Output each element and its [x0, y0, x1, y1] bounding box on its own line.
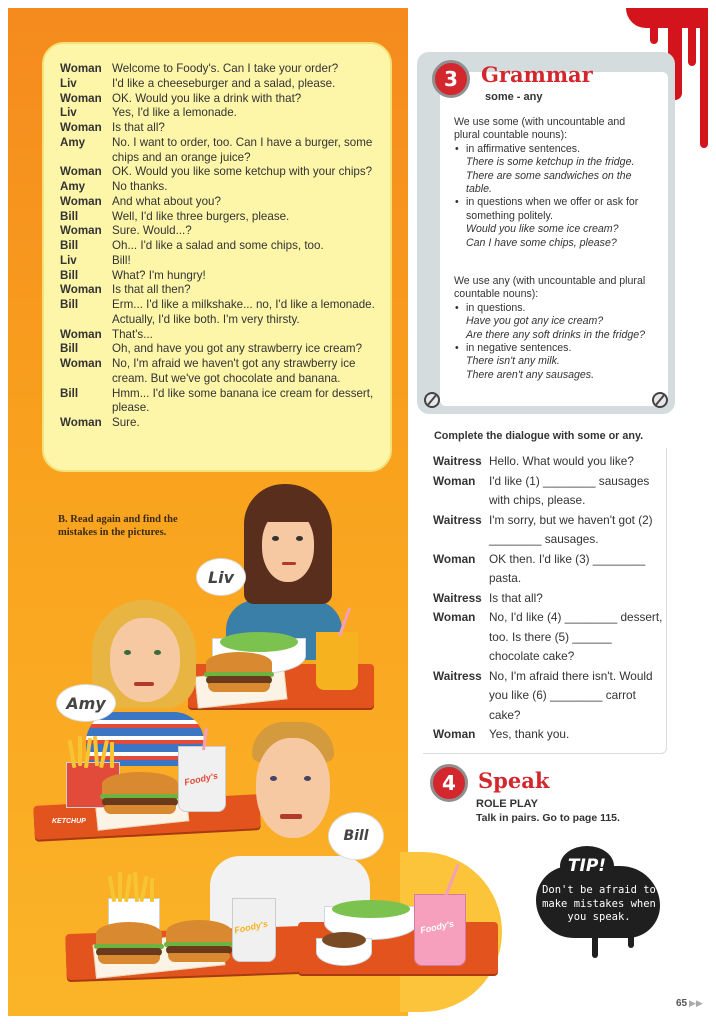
dialogue-speaker: Bill	[60, 268, 79, 282]
liv-fringe	[256, 492, 320, 522]
exercise-speaker: Waitress	[433, 454, 482, 468]
next-page-arrow-icon: ▶▶	[689, 998, 703, 1008]
bill-salad	[332, 900, 410, 918]
exercise-speaker: Waitress	[433, 668, 482, 683]
dialogue-speaker: Bill	[60, 209, 79, 223]
grammar-some-example-1: There is some ketchup in the fridge.	[466, 156, 635, 169]
bill-ice-cream	[322, 932, 366, 948]
dialogue-line	[60, 224, 385, 239]
grammar-any-intro: We use any (with uncountable and plural countable nouns):	[454, 275, 646, 301]
dialogue-line	[60, 195, 385, 210]
exercise-speaker: Waitress	[433, 512, 482, 527]
amy-mouth	[134, 682, 154, 686]
complete-dialogue-title: Complete the dialogue with some or any.	[434, 430, 644, 442]
liv-mouth	[282, 562, 296, 565]
bill-fry	[118, 872, 122, 902]
dialogue-text: OK. Would you like a drink with that?	[112, 91, 302, 105]
amy-head	[110, 618, 180, 702]
dialogue-line	[60, 416, 385, 431]
dialogue-text: No, I'm afraid we haven't got any strawberry ice cream. But we've got chocolate and banana.	[112, 357, 356, 385]
grammar-any-bullet-2: • in negative sentences.	[454, 342, 654, 355]
bill-burger-2-bun	[166, 920, 232, 944]
red-drip-4	[650, 20, 658, 44]
dialogue-text: Well, I'd like three burgers, please.	[112, 209, 290, 223]
dialogue-speaker: Bill	[60, 342, 79, 356]
dialogue-speaker: Amy	[60, 135, 86, 149]
dialogue-text: Yes, I'd like a lemonade.	[112, 106, 237, 120]
dialogue-line	[60, 298, 385, 328]
grammar-any-section	[454, 275, 654, 382]
exercise-line	[433, 550, 663, 589]
bill-burger-1-bottom	[98, 955, 160, 964]
exercise-text: I'm sorry, but we haven't got (2) ________ sausages.	[489, 512, 653, 546]
screw-icon	[424, 392, 440, 408]
amy-eye-left	[124, 650, 131, 655]
dialogue-text: No. I want to order, too. Can I have a burger, some chips and an orange juice?	[112, 135, 373, 164]
dialogue-speaker: Woman	[60, 224, 102, 238]
tip-heading: TIP!	[560, 846, 614, 886]
grammar-any-example-3: There isn't any milk.	[466, 355, 560, 368]
exercise-speaker: Woman	[433, 727, 476, 741]
bill-name-bubble: Bill	[328, 812, 384, 860]
red-drip-2	[688, 20, 696, 66]
dialogue-speaker: Woman	[60, 121, 102, 134]
amy-name-bubble: Amy	[56, 684, 116, 722]
exercise-text: Is that all?	[489, 590, 543, 605]
dialogue-line	[60, 328, 385, 343]
dialogue-line	[60, 239, 385, 254]
liv-name-bubble: Liv	[196, 558, 246, 596]
grammar-any-example-2: Are there any soft drinks in the fridge?	[466, 328, 646, 341]
dialogue-text: Is that all?	[112, 121, 165, 134]
dialogue-speaker: Woman	[60, 62, 102, 75]
exercise-line	[433, 589, 663, 609]
dialogue-line	[60, 357, 385, 387]
speak-instruction: Talk in pairs. Go to page 115.	[476, 812, 620, 824]
dialogue-line	[60, 254, 385, 269]
dialogue-text: Is that all then?	[112, 283, 191, 297]
dialogue-speaker: Woman	[60, 165, 102, 179]
exercise-text: No, I'd like (4) ________ dessert, too. Is there (5) ______ chocolate cake?	[489, 610, 663, 663]
exercise-text: Yes, thank you.	[489, 727, 570, 741]
dialogue-line	[60, 106, 385, 121]
speak-section-number: 4	[430, 764, 468, 802]
bill-burger-1-bun	[96, 922, 162, 946]
grammar-subtitle: some - any	[485, 91, 543, 103]
dialogue-speaker: Liv	[60, 253, 77, 267]
dialogue-text: Oh... I'd like a salad and some chips, too.	[112, 239, 324, 252]
dialogue-text: Oh, and have you got any strawberry ice cream?	[112, 342, 363, 356]
grammar-any-example-4: There aren't any sausages.	[466, 368, 595, 381]
dialogue-speaker: Amy	[60, 180, 86, 193]
grammar-some-example-2: There are some sandwiches on the table.	[466, 169, 632, 196]
exercise-line	[433, 725, 663, 745]
dialogue-speaker: Bill	[60, 386, 79, 400]
dialogue-speaker: Woman	[60, 194, 102, 208]
dialogue-speaker: Liv	[60, 76, 77, 90]
dialogue-line	[60, 136, 385, 166]
bill-fry	[150, 878, 154, 902]
dialogue-text: That's...	[112, 327, 153, 341]
dialogue-line	[60, 121, 385, 136]
bill-cup-1-label: Foody's	[233, 918, 269, 936]
dialogue-line	[60, 62, 385, 77]
bill-eye-right	[304, 776, 311, 781]
dialogue-line	[60, 387, 385, 417]
amy-fry	[78, 736, 82, 766]
grammar-some-bullet-1: • in affirmative sentences.	[454, 143, 654, 156]
liv-burger-bottom	[208, 683, 270, 692]
amy-burger-bottom	[104, 805, 176, 814]
grammar-section-number: 3	[432, 60, 470, 98]
liv-eye-right	[296, 536, 303, 541]
dialogue-speaker: Bill	[60, 239, 79, 252]
liv-eye-left	[272, 536, 279, 541]
dialogue-text: I'd like a cheeseburger and a salad, please.	[112, 76, 336, 90]
tip-text: Don't be afraid to make mistakes when you speak.	[542, 884, 656, 923]
amy-cup-label: Foody's	[183, 770, 219, 788]
grammar-some-section	[454, 116, 654, 250]
dialogue-line	[60, 210, 385, 225]
amy-eye-right	[154, 650, 161, 655]
exercise-line	[433, 667, 663, 726]
liv-salad	[220, 632, 298, 652]
dialogue-line	[60, 92, 385, 107]
dialogue-line	[60, 283, 385, 298]
dialogue-text: Erm... I'd like a milkshake... no, I'd like a lemonade. Actually, I'd like both. I'm very thirsty.	[112, 298, 375, 326]
dialogue-text: Bill!	[112, 253, 131, 267]
exercise-line	[433, 472, 663, 511]
exercise-speaker: Woman	[433, 473, 476, 488]
grammar-any-example-1: Have you got any ice cream?	[466, 315, 604, 328]
dialogue-line	[60, 165, 385, 180]
speak-role-play: ROLE PLAY	[476, 798, 538, 810]
grammar-some-example-4: Can I have some chips, please?	[466, 236, 617, 249]
dialogue-speaker: Woman	[60, 416, 102, 429]
amy-burger-bun	[102, 772, 178, 796]
ketchup-label: KETCHUP	[52, 818, 86, 825]
dialogue-line	[60, 269, 385, 284]
page-number: 65	[676, 998, 688, 1009]
dialogue-line	[60, 77, 385, 92]
dialogue-text: Sure.	[112, 416, 140, 429]
bill-mouth	[280, 814, 302, 819]
dialogue-text: And what about you?	[112, 194, 221, 208]
grammar-some-example-3: Would you like some ice cream?	[466, 223, 619, 236]
bill-milkshake-label: Foody's	[419, 918, 455, 936]
task-b-instruction: B. Read again and find the mistakes in the pictures.	[58, 514, 178, 538]
dialogue-text: Sure. Would...?	[112, 224, 192, 238]
exercise-line	[433, 511, 663, 550]
screw-icon	[652, 392, 668, 408]
bill-burger-2-bottom	[168, 953, 230, 962]
exercise-line	[433, 452, 663, 472]
dialogue-speaker: Liv	[60, 106, 77, 120]
dialogue-text: No thanks.	[112, 180, 168, 193]
dialogue-text: Hmm... I'd like some banana ice cream for dessert, please.	[112, 386, 374, 415]
dialogue-speaker: Woman	[60, 91, 102, 105]
exercise-text: Hello. What would you like?	[489, 454, 634, 468]
amy-fry	[110, 742, 114, 768]
grammar-some-bullet-2: • in questions when we offer or ask for something politely.	[454, 196, 654, 223]
dialogue-speaker: Woman	[60, 357, 102, 370]
dialogue-speaker: Woman	[60, 327, 102, 341]
dialogue-speaker: Bill	[60, 298, 79, 311]
dialogue	[60, 62, 385, 431]
exercise-text: OK then. I'd like (3) ________ pasta.	[489, 551, 646, 585]
bill-eye-left	[270, 776, 277, 781]
grammar-any-bullet-1: • in questions.	[454, 302, 654, 315]
dialogue-line	[60, 180, 385, 195]
exercise-speaker: Woman	[433, 551, 476, 566]
dialogue-text: What? I'm hungry!	[112, 268, 206, 282]
dialogue-speaker: Woman	[60, 283, 102, 297]
exercise-text: No, I'm afraid there isn't. Would you like (6) ________ carrot cake?	[489, 668, 653, 722]
exercise-speaker: Woman	[433, 610, 476, 624]
speak-title: Speak	[478, 768, 550, 793]
exercise-line	[433, 608, 663, 667]
liv-burger-bun	[206, 652, 272, 674]
grammar-some-intro: We use some (with uncountable and plural countable nouns):	[454, 116, 626, 142]
bill-head	[256, 738, 330, 838]
dialogue-line	[60, 342, 385, 357]
grammar-title: Grammar	[481, 62, 593, 87]
dialogue-box	[42, 42, 392, 472]
dialogue-text: Welcome to Foody's. Can I take your order?	[112, 62, 339, 75]
exercise-speaker: Waitress	[433, 590, 482, 605]
exercise-text: I'd like (1) ________ sausages with chips, please.	[489, 473, 650, 507]
red-drip-3	[700, 14, 708, 148]
complete-dialogue-lines	[433, 452, 663, 745]
liv-drink-cup	[316, 632, 358, 690]
dialogue-text: OK. Would you like some ketchup with your chips?	[112, 165, 373, 179]
